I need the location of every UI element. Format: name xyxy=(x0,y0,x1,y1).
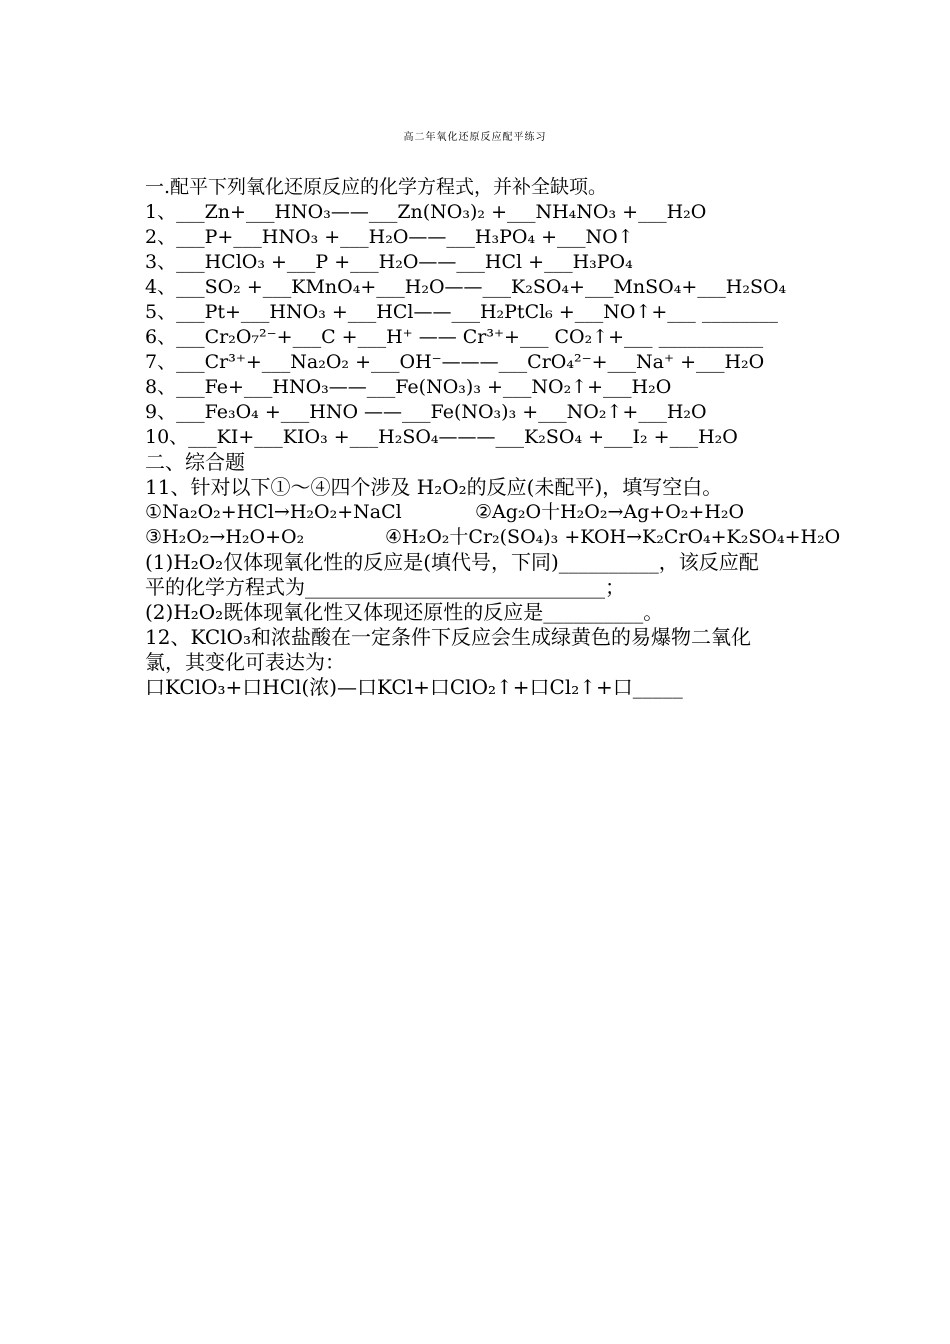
question-11-part-1-line-2: 平的化学方程式为______________________________； xyxy=(145,575,625,599)
equation-3: 3、___HClO₃ +___P +___H₂O——___HCl +___H₃PO₄ xyxy=(145,251,633,273)
section-1-heading: 一.配平下列氧化还原反应的化学方程式，并补全缺项。 xyxy=(145,176,608,198)
question-11-part-1-line-1: (1)H₂O₂仅体现氧化性的反应是(填代号，下同)__________，该反应配 xyxy=(145,550,759,574)
equation-10: 10、___KI+___KIO₃ +___H₂SO₄———___K₂SO₄ +___I₂ +___H₂O xyxy=(145,426,738,448)
question-12-equation: 口KClO₃+口HCl(浓)—口KCl+口ClO₂↑+口Cl₂↑+口_____ xyxy=(145,675,683,699)
equation-1: 1、___Zn+___HNO₃——___Zn(NO₃)₂ +___NH₄NO₃ +___H₂O xyxy=(145,201,707,223)
question-11-reaction-3: ③H₂O₂→H₂O+O₂ xyxy=(145,526,305,548)
equation-5: 5、___Pt+___HNO₃ +___HCl——___H₂PtCl₆ +___NO↑+___ ________ xyxy=(145,301,778,323)
question-11-reaction-1: ①Na₂O₂+HCl→H₂O₂+NaCl xyxy=(145,501,402,523)
equation-9: 9、___Fe₃O₄ +___HNO ——___Fe(NO₃)₃ +___NO₂↑+___H₂O xyxy=(145,401,707,423)
question-11-intro: 11、针对以下①～④四个涉及 H₂O₂的反应(未配平)，填写空白。 xyxy=(145,475,723,499)
question-11-reaction-2: ②Ag₂O十H₂O₂→Ag+O₂+H₂O xyxy=(475,501,745,523)
equation-8: 8、___Fe+___HNO₃——___Fe(NO₃)₃ +___NO₂↑+___H₂O xyxy=(145,376,672,398)
equation-6: 6、___Cr₂O₇²⁻+___C +___H⁺ —— Cr³⁺+___ CO₂↑+___ ___________ xyxy=(145,326,764,348)
question-12-line-2: 氯，其变化可表达为： xyxy=(145,650,345,674)
equation-7: 7、___Cr³⁺+___Na₂O₂ +___OH⁻———___CrO₄²⁻+___Na⁺ +___H₂O xyxy=(145,351,765,373)
equation-4: 4、___SO₂ +___KMnO₄+___H₂O——___K₂SO₄+___MnSO₄+___H₂SO₄ xyxy=(145,276,787,298)
equation-2: 2、___P+___HNO₃ +___H₂O——___H₃PO₄ +___NO↑ xyxy=(145,226,634,248)
section-2-heading: 二、综合题 xyxy=(145,450,245,474)
question-11-part-2: (2)H₂O₂既体现氧化性又体现还原性的反应是__________。 xyxy=(145,600,664,624)
question-11-reaction-4: ④H₂O₂十Cr₂(SO₄)₃ +KOH→K₂CrO₄+K₂SO₄+H₂O xyxy=(385,526,841,548)
question-12-line-1: 12、KClO₃和浓盐酸在一定条件下反应会生成绿黄色的易爆物二氧化 xyxy=(145,625,751,649)
page-title: 高二年氧化还原反应配平练习 xyxy=(403,132,547,143)
